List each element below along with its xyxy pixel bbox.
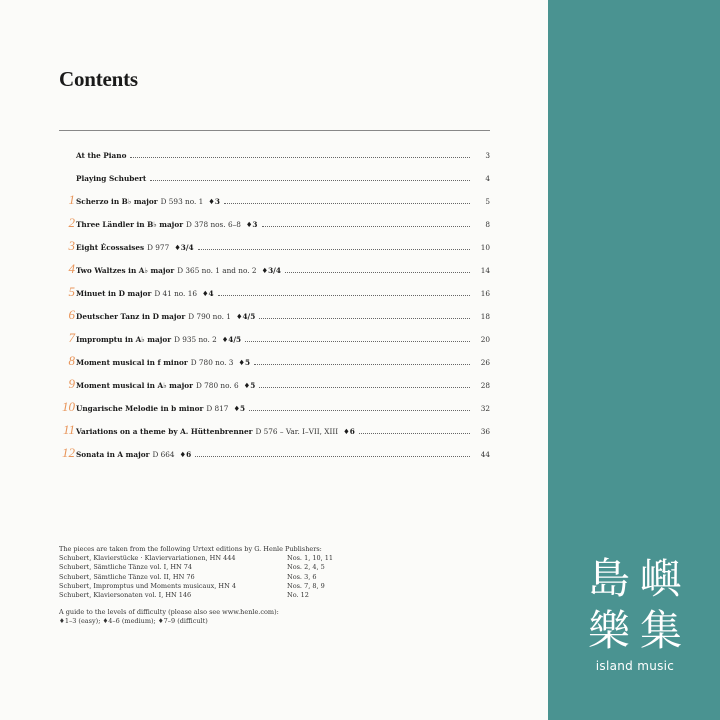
- toc-number: 11: [62, 422, 75, 437]
- toc-page: 3: [485, 151, 490, 160]
- difficulty-level: ♦5: [233, 404, 246, 413]
- toc-number: 7: [68, 330, 75, 345]
- leader-dots: [150, 180, 470, 181]
- toc-entry[interactable]: [59, 443, 490, 459]
- difficulty-level: ♦5: [243, 381, 256, 390]
- toc-entry[interactable]: [59, 351, 490, 367]
- leader-dots: [245, 341, 470, 342]
- logo-char: 集: [639, 606, 682, 655]
- toc-number: 5: [68, 284, 75, 299]
- toc-page: 20: [480, 335, 490, 344]
- toc-number: 3: [68, 238, 75, 253]
- toc-catalog: D 365 no. 1 and no. 2: [177, 266, 257, 275]
- leader-dots: [249, 410, 470, 411]
- logo-char: 嶼: [639, 554, 682, 603]
- toc-catalog: D 576 – Var. I–VII, XIII: [255, 427, 339, 436]
- toc-page: 32: [480, 404, 490, 413]
- edition-row: [59, 582, 359, 591]
- difficulty-level: ♦3: [208, 197, 220, 206]
- toc-entry[interactable]: [59, 167, 490, 183]
- toc-title: Sonata in A major: [76, 450, 150, 459]
- edition-row: [59, 591, 359, 600]
- toc-page: 44: [480, 450, 490, 459]
- difficulty-level: ♦4/5: [221, 335, 242, 344]
- logo-characters: [583, 553, 687, 657]
- leader-dots: [259, 318, 470, 319]
- toc-page: 4: [485, 174, 490, 183]
- toc-title: Moment musical in f minor: [76, 358, 188, 367]
- edition-row: [59, 563, 359, 572]
- edition-numbers: Nos. 7, 8, 9: [287, 581, 325, 590]
- difficulty-level: ♦3: [245, 220, 258, 229]
- toc-entry[interactable]: [59, 420, 490, 436]
- toc-entry[interactable]: [59, 236, 490, 252]
- edition-row: [59, 554, 359, 563]
- toc-title: Deutscher Tanz in D major: [76, 312, 186, 321]
- toc-catalog: D 664: [152, 450, 175, 459]
- title-rule: [59, 130, 490, 131]
- difficulty-level: ♦6: [179, 450, 192, 459]
- edition-numbers: Nos. 2, 4, 5: [287, 563, 325, 572]
- difficulty-guide-intro: A guide to the levels of difficulty (please also see www.henle.com):: [59, 608, 279, 617]
- toc-page: 5: [485, 197, 490, 206]
- page-title: Contents: [59, 67, 138, 91]
- toc-catalog: D 780 no. 3: [190, 358, 234, 367]
- logo-subtitle: island music: [595, 659, 675, 673]
- leader-dots: [262, 226, 471, 227]
- toc-number: 6: [68, 307, 75, 322]
- toc-entry[interactable]: [59, 305, 490, 321]
- edition-numbers: Nos. 1, 10, 11: [287, 554, 334, 563]
- edition-numbers: Nos. 3, 6: [287, 572, 317, 581]
- difficulty-level: ♦5: [238, 358, 251, 367]
- edition-source: Schubert, Impromptus und Moments musicaux, HN 4: [59, 581, 236, 590]
- toc-title: Moment musical in A♭ major: [76, 381, 193, 390]
- toc-entry[interactable]: [59, 144, 490, 160]
- toc-entry[interactable]: [59, 328, 490, 344]
- toc-page: 26: [480, 358, 490, 367]
- leader-dots: [254, 364, 470, 365]
- toc-number: 12: [62, 445, 75, 460]
- difficulty-guide-levels: ♦1–3 (easy); ♦4–6 (medium); ♦7–9 (difficult): [59, 617, 208, 626]
- toc-page: 14: [480, 266, 490, 275]
- leader-dots: [224, 203, 470, 204]
- editions-footnote: [59, 545, 359, 627]
- toc-title: Ungarische Melodie in b minor: [76, 404, 204, 413]
- toc-catalog: D 817: [206, 404, 229, 413]
- toc-page: 36: [480, 427, 490, 436]
- edition-source: Schubert, Sämtliche Tänze vol. I, HN 74: [59, 563, 193, 572]
- toc-catalog: D 790 no. 1: [188, 312, 231, 321]
- toc-title: Minuet in D major: [76, 289, 152, 298]
- logo-char: 島: [587, 554, 630, 603]
- toc-entry[interactable]: [59, 213, 490, 229]
- toc-number: 4: [68, 261, 75, 276]
- difficulty-level: ♦3/4: [261, 266, 281, 275]
- edition-source: Schubert, Sämtliche Tänze vol. II, HN 76: [59, 572, 195, 581]
- toc-page: 28: [480, 381, 490, 390]
- toc-title: Variations on a theme by A. Hüttenbrenner: [76, 427, 253, 436]
- toc-page: 18: [480, 312, 490, 321]
- toc-number: 9: [68, 376, 75, 391]
- toc-title: Two Waltzes in A♭ major: [76, 266, 175, 275]
- difficulty-level: ♦4: [201, 289, 214, 298]
- toc-page: 10: [480, 243, 490, 252]
- toc-number: 1: [68, 192, 75, 207]
- toc-entry[interactable]: [59, 259, 490, 275]
- toc-title: Three Ländler in B♭ major: [76, 220, 184, 229]
- toc-catalog: D 977: [147, 243, 170, 252]
- toc-number: 10: [62, 399, 75, 414]
- toc-catalog: D 41 no. 16: [154, 289, 197, 298]
- leader-dots: [198, 249, 470, 250]
- toc-entry[interactable]: [59, 190, 490, 206]
- difficulty-level: ♦6: [343, 427, 355, 436]
- toc-catalog: D 378 nos. 6–8: [186, 220, 241, 229]
- editions-intro: The pieces are taken from the following Urtext editions by G. Henle Publishers:: [59, 545, 322, 553]
- edition-numbers: No. 12: [287, 591, 309, 600]
- difficulty-level: ♦4/5: [235, 312, 256, 321]
- leader-dots: [359, 433, 470, 434]
- edition-source: Schubert, Klavierstücke · Klaviervariationen, HN 444: [59, 554, 236, 563]
- difficulty-level: ♦3/4: [174, 243, 194, 252]
- toc-page: 8: [485, 220, 490, 229]
- toc-title: Eight Écossaises: [76, 243, 145, 252]
- toc-catalog: D 935 no. 2: [174, 335, 217, 344]
- leader-dots: [218, 295, 470, 296]
- toc-page: 16: [480, 289, 490, 298]
- toc-title: Playing Schubert: [76, 174, 147, 183]
- toc-number: 2: [68, 215, 75, 230]
- toc-catalog: D 593 no. 1: [160, 197, 204, 206]
- logo-char: 樂: [587, 606, 630, 655]
- toc-catalog: D 780 no. 6: [195, 381, 239, 390]
- edition-row: [59, 573, 359, 582]
- leader-dots: [259, 387, 470, 388]
- leader-dots: [285, 272, 470, 273]
- island-music-logo: [583, 553, 687, 693]
- toc-entry[interactable]: [59, 282, 490, 298]
- toc-entry[interactable]: [59, 397, 490, 413]
- toc-number: 8: [68, 353, 75, 368]
- edition-source: Schubert, Klaviersonaten vol. I, HN 146: [59, 591, 192, 600]
- toc-title: Scherzo in B♭ major: [76, 197, 158, 206]
- toc-entry[interactable]: [59, 374, 490, 390]
- toc-title: Impromptu in A♭ major: [76, 335, 172, 344]
- leader-dots: [130, 157, 470, 158]
- leader-dots: [195, 456, 470, 457]
- toc-title: At the Piano: [76, 151, 127, 160]
